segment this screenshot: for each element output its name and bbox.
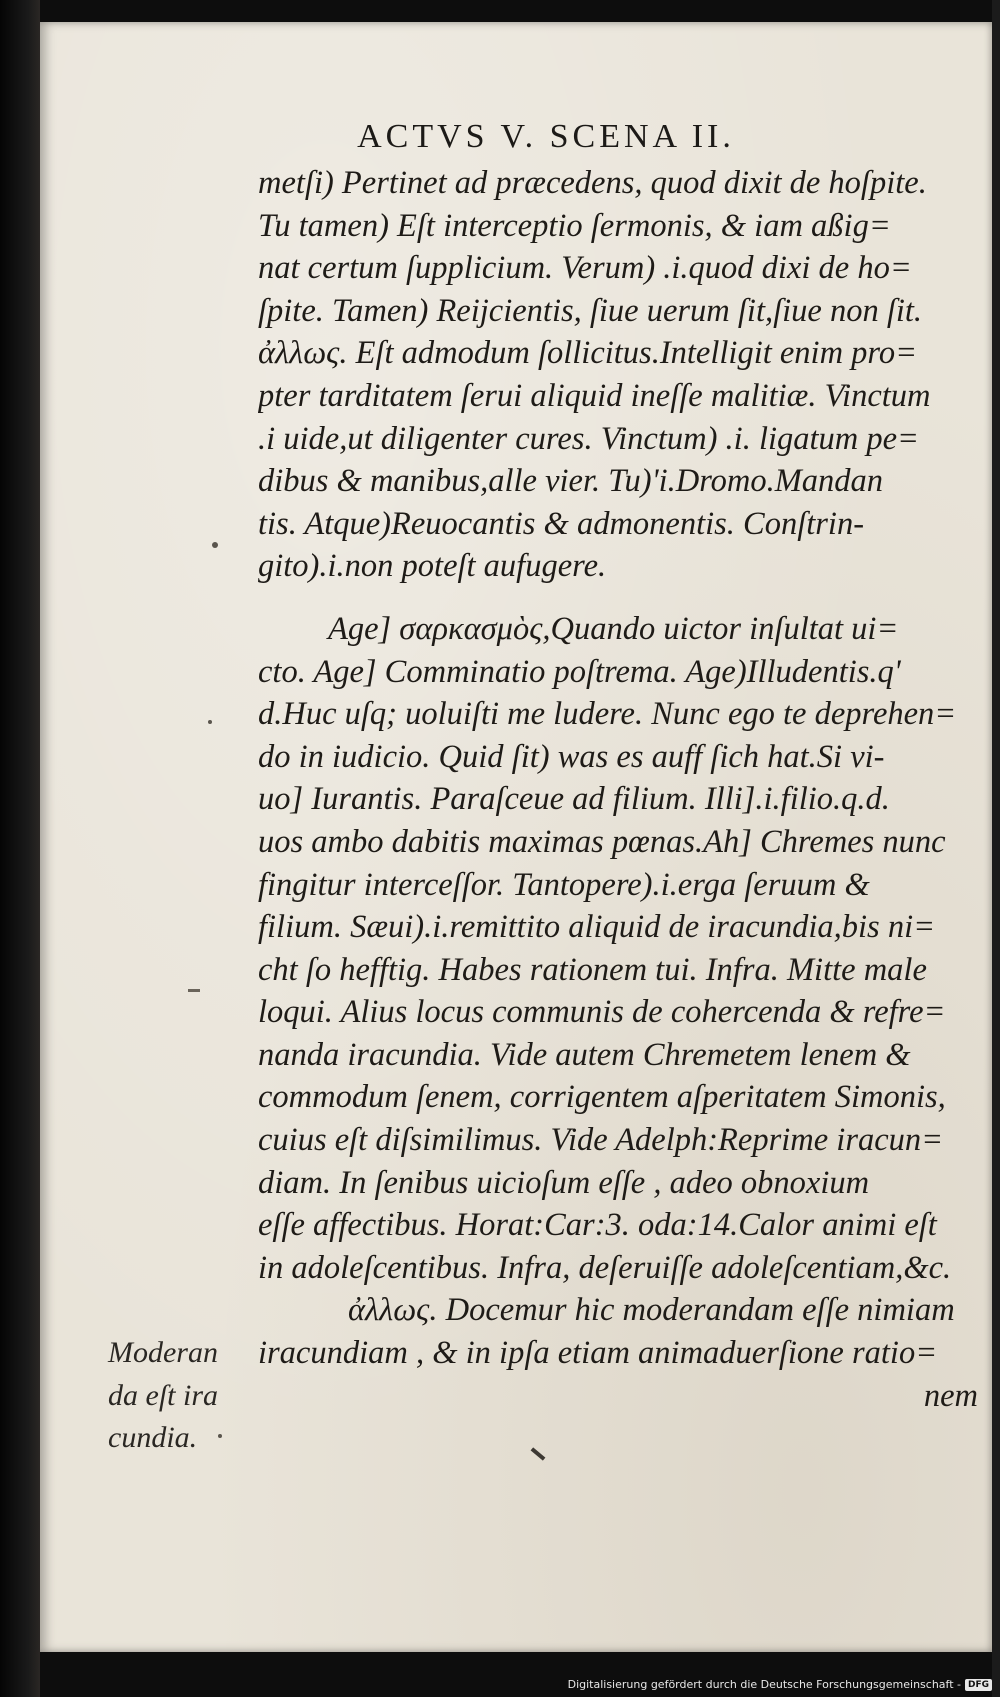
text-line: nat certum ſupplicium. Verum) .i.quod dixi de ho= (258, 250, 912, 287)
text-line: pter tarditatem ſerui aliquid ineſſe malitiæ. Vinctum (258, 377, 931, 414)
text-line: do in iudicio. Quid ſit) was es auff ſich hat.Si vi- (258, 738, 885, 775)
footer-credit: Digitalisierung gefördert durch die Deutsche Forschungsgemeinschaft - (567, 1678, 961, 1691)
text-line: diam. In ſenibus uicioſum eſſe , adeo obnoxium (258, 1164, 870, 1201)
ink-dash (188, 989, 200, 992)
text-line: loqui. Alius locus communis de cohercenda & refre= (258, 994, 946, 1031)
text-line: iracundiam , & in ipſa etiam animaduerſione ratio= (258, 1335, 938, 1372)
running-title: ACTVS V. SCENA II. (357, 118, 735, 155)
margin-line: cundia. (108, 1421, 198, 1455)
text-line: in adoleſcentibus. Infra, deſeruiſſe adoleſcentiam,&c. (258, 1249, 952, 1286)
ink-speck (212, 542, 218, 548)
text-line: ſpite. Tamen) Reijcientis, ſiue uerum ſit,ſiue non ſit. (258, 292, 923, 329)
text-line: uos ambo dabitis maximas pœnas.Ah] Chremes nunc (258, 823, 946, 860)
text-line: nem (923, 1377, 978, 1414)
ink-stroke (531, 1447, 546, 1460)
commentary-text (258, 162, 988, 1417)
text-line: d.Huc uſq; uoluiſti me ludere. Nunc ego te deprehen= (258, 696, 957, 733)
paragraph-gap (258, 588, 988, 608)
text-line: cht ſo hefftig. Habes rationem tui. Infra. Mitte male (258, 951, 927, 988)
text-line: ἀλλως. Eſt admodum ſollicitus.Intelligit enim pro= (258, 335, 918, 372)
text-line: dibus & manibus,alle vier. Tu)'i.Dromo.Mandan (258, 463, 884, 500)
text-line: Age] σαρκασμὸς,Quando uictor inſultat ui= (328, 610, 899, 647)
text-line: gito).i.non poteſt aufugere. (258, 548, 607, 585)
scan-right-edge (992, 0, 1000, 1697)
text-line: fingitur interceſſor. Tantopere).i.erga ſeruum & (258, 866, 870, 903)
margin-line: da eſt ira (108, 1378, 218, 1412)
paragraph-2 (258, 608, 988, 1417)
ink-speck (208, 720, 212, 724)
text-line: eſſe affectibus. Horat:Car:3. oda:14.Calor animi eſt (258, 1207, 937, 1244)
text-line: .i uide,ut diligenter cures. Vinctum) .i. ligatum pe= (258, 420, 919, 457)
book-page (40, 22, 992, 1652)
digitization-footer (568, 1678, 992, 1691)
text-line: Tu tamen) Eſt interceptio ſermonis, & iam aßig= (258, 207, 891, 244)
text-line: ἀλλως. Docemur hic moderandam eſſe nimiam (348, 1292, 955, 1329)
text-line: uo] Iurantis. Paraſceue ad filium. Illi].i.filio.q.d. (258, 781, 890, 818)
text-line: filium. Sæui).i.remittito aliquid de iracundia,bis ni= (258, 909, 936, 946)
text-line: commodum ſenem, corrigentem aſperitatem Simonis, (258, 1079, 946, 1116)
text-line: cto. Age] Comminatio poſtrema. Age)Illudentis.q' (258, 653, 901, 690)
paragraph-1 (258, 162, 988, 588)
text-line: nanda iracundia. Vide autem Chremetem lenem & (258, 1036, 911, 1073)
text-line: tis. Atque)Reuocantis & admonentis. Conſtrin- (258, 505, 865, 542)
text-line: metſi) Pertinet ad præcedens, quod dixit de hoſpite. (258, 165, 927, 201)
running-header (40, 118, 992, 156)
book-spine-shadow (0, 0, 40, 1697)
text-line: cuius eſt diſsimilimus. Vide Adelph:Reprime iracun= (258, 1122, 944, 1159)
ink-speck (218, 1434, 222, 1438)
dfg-logo: DFG (965, 1679, 992, 1691)
marginal-note (108, 1332, 218, 1460)
margin-line: Moderan (108, 1336, 218, 1369)
